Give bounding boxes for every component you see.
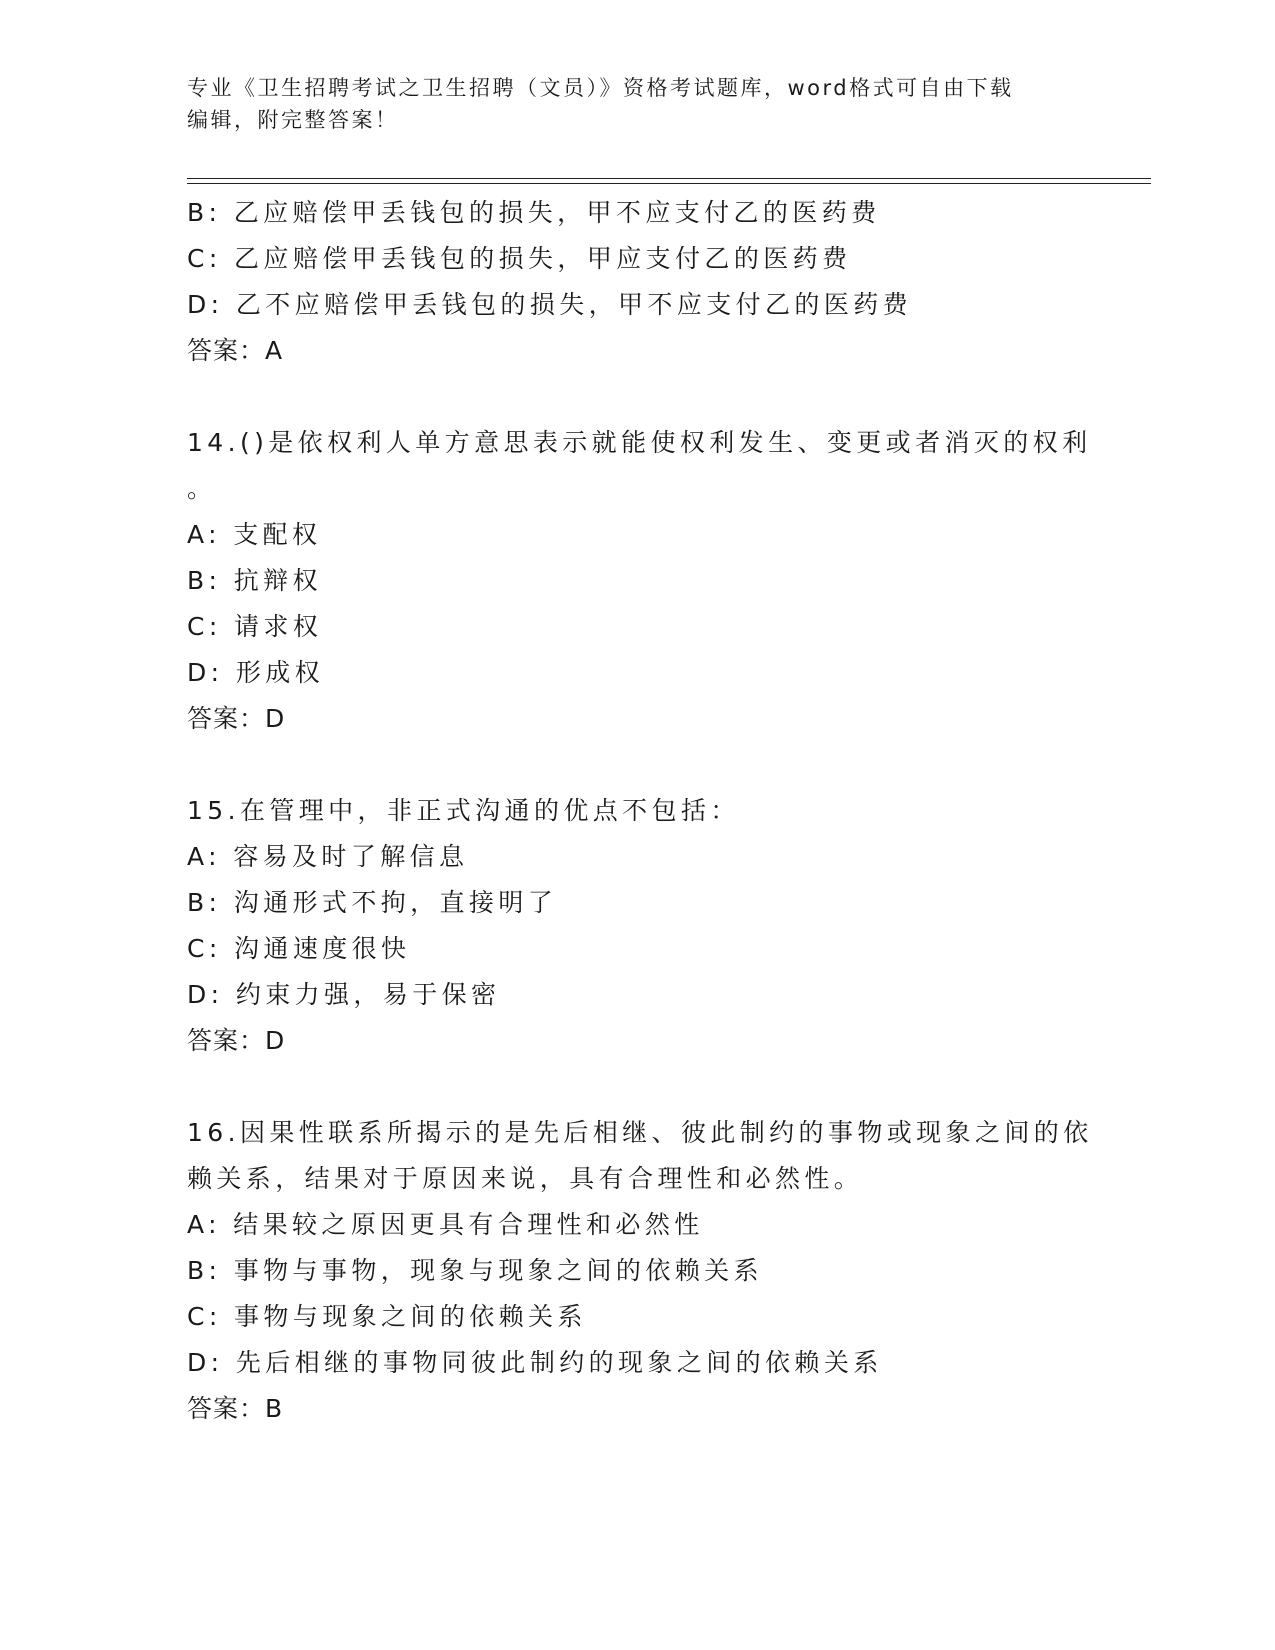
question-15-option-a: A: 容易及时了解信息	[187, 842, 469, 871]
question-16-stem-continued: 赖关系，结果对于原因来说，具有合理性和必然性。	[187, 1164, 864, 1193]
document-header	[187, 72, 1087, 136]
header-line-1: 专业《卫生招聘考试之卫生招聘（文员）》资格考试题库，word格式可自由下载	[187, 76, 1014, 100]
spacer	[187, 374, 1087, 420]
spacer	[187, 1064, 1087, 1110]
question-13-answer: 答案：A	[187, 336, 284, 365]
question-13-option-b: B: 乙应赔偿甲丢钱包的损失，甲不应支付乙的医药费	[187, 198, 881, 227]
question-15-option-b: B: 沟通形式不拘，直接明了	[187, 888, 558, 917]
question-16-option-c: C: 事物与现象之间的依赖关系	[187, 1302, 587, 1331]
question-15-option-c: C: 沟通速度很快	[187, 934, 411, 963]
question-15-option-d: D: 约束力强，易于保密	[187, 980, 501, 1009]
question-13-block	[187, 190, 1087, 374]
header-line-2: 编辑，附完整答案！	[187, 108, 399, 132]
question-13-option-c: C: 乙应赔偿甲丢钱包的损失，甲应支付乙的医药费	[187, 244, 852, 273]
question-16-answer: 答案：B	[187, 1394, 284, 1423]
question-14-answer: 答案：D	[187, 704, 286, 733]
question-16-option-b: B: 事物与事物，现象与现象之间的依赖关系	[187, 1256, 763, 1285]
question-15-answer: 答案：D	[187, 1026, 286, 1055]
question-16-option-d: D: 先后相继的事物同彼此制约的现象之间的依赖关系	[187, 1348, 883, 1377]
question-14-option-d: D: 形成权	[187, 658, 325, 687]
question-14-option-b: B: 抗辩权	[187, 566, 322, 595]
question-16-stem: 16.因果性联系所揭示的是先后相继、彼此制约的事物或现象之间的依	[187, 1118, 1093, 1147]
question-16-option-a: A: 结果较之原因更具有合理性和必然性	[187, 1210, 704, 1239]
question-13-option-d: D: 乙不应赔偿甲丢钱包的损失，甲不应支付乙的医药费	[187, 290, 913, 319]
question-16-block	[187, 1110, 1093, 1432]
question-14-option-c: C: 请求权	[187, 612, 323, 641]
question-14-stem-continued: 。	[187, 474, 213, 503]
question-14-stem: 14.()是依权利人单方意思表示就能使权利发生、变更或者消灭的权利	[187, 428, 1092, 457]
header-divider-bottom	[187, 183, 1151, 184]
question-list	[187, 190, 1093, 1432]
question-14-option-a: A: 支配权	[187, 520, 322, 549]
question-15-block	[187, 788, 1087, 1064]
header-divider-top	[187, 178, 1151, 179]
question-15-stem: 15.在管理中，非正式沟通的优点不包括：	[187, 796, 740, 825]
spacer	[187, 742, 1087, 788]
question-14-block	[187, 420, 1092, 742]
